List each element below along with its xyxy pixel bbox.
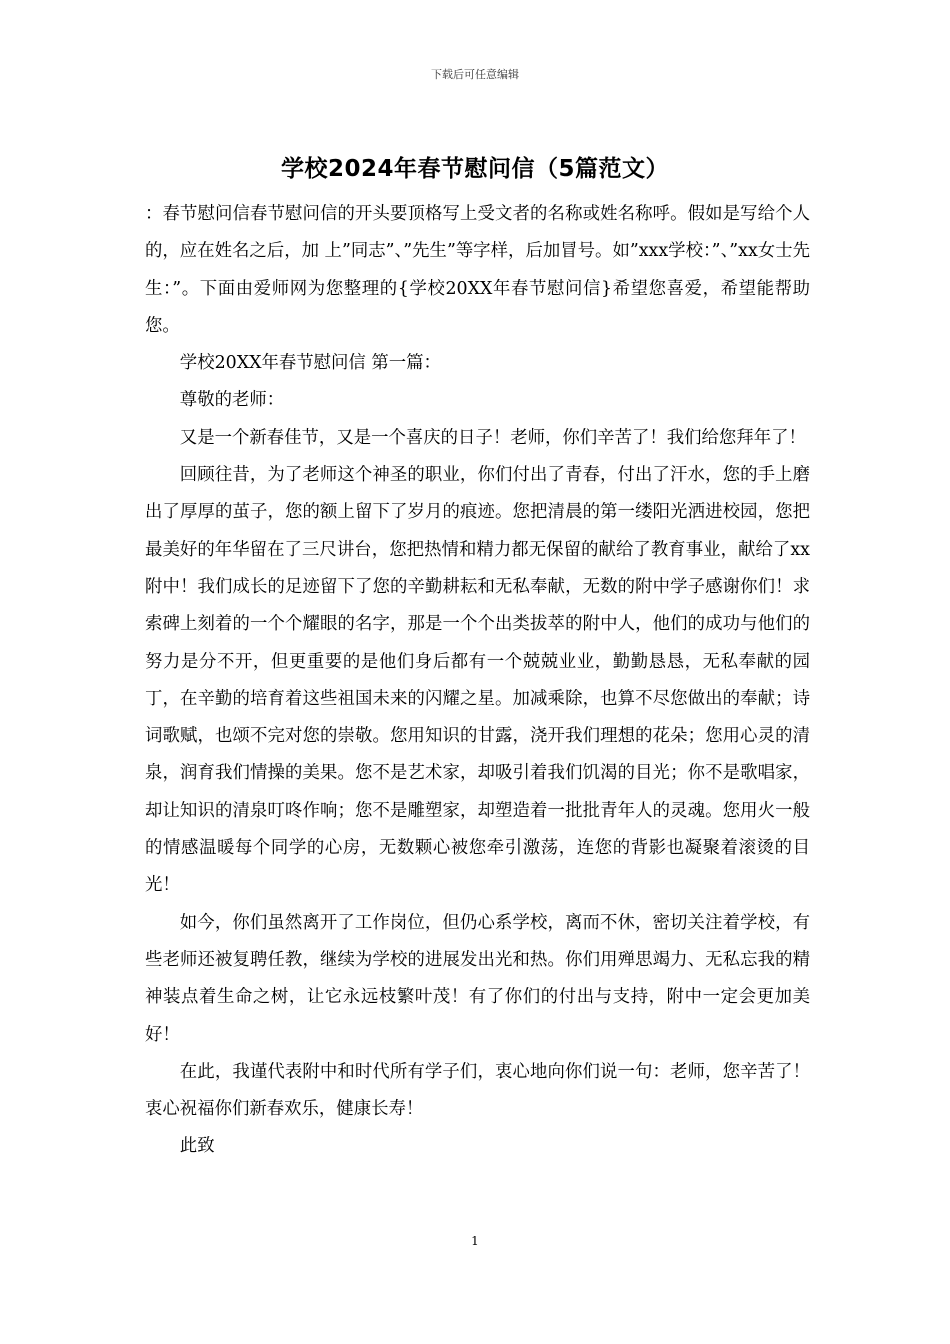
document-title: 学校2024年春节慰问信（5篇范文） [280,156,670,182]
body-paragraph: 在此，我谨代表附中和时代所有学子们，衷心地向你们说一句：老师，您辛苦了！衷心祝福你们新春欢乐，健康长寿！ [145,1061,810,1120]
page-number: 1 [471,1234,479,1248]
salutation: 尊敬的老师： [179,390,285,411]
intro-paragraph: ：春节慰问信春节慰问信的开头要顶格写上受文者的名称或姓名称呼。假如是写给个人的，应在姓名之后，加 上”同志”、”先生”等字样，后加冒号。如”xxx学校：”、”xx女士先生：”。下面由爱师网为您整理的{学校20XX年春节慰问信}希望您喜爱，希望能帮助您。 [145,204,810,336]
body-paragraph: 回顾往昔，为了老师这个神圣的职业，你们付出了青春，付出了汗水，您的手上磨出了厚厚的茧子，您的额上留下了岁月的痕迹。您把清晨的第一缕阳光洒进校园，您把最美好的年华留在了三尺讲台，您把热情和精力都无保留的献给了教育事业，献给了xx附中！我们成长的足迹留下了您的辛勤耕耘和无私奉献，无数的附中学子感谢你们！求索碑上刻着的一个个耀眼的名字，那是一个个出类拔萃的附中人，他们的成功与他们的努力是分不开，但更重要的是他们身后都有一个兢兢业业，勤勤恳恳，无私奉献的园丁，在辛勤的培育着这些祖国未来的闪耀之星。加减乘除，也算不尽您做出的奉献；诗词歌赋，也颂不完对您的崇敬。您用知识的甘露，浇开我们理想的花朵；您用心灵的清泉，润育我们情操的美果。您不是艺术家，却吸引着我们饥渴的目光；你不是歌唱家，却让知识的清泉叮咚作响；您不是雕塑家，却塑造着一批批青年人的灵魂。您用火一般的情感温暖每个同学的心房，无数颗心被您牵引激荡，连您的背影也凝聚着滚烫的目光！ [145,465,810,896]
closing-line: 此致 [179,1136,215,1157]
document-body [145,196,810,1166]
header-note: 下载后可任意编辑 [431,68,519,81]
section-heading: 学校20XX年春节慰问信 第一篇： [179,353,441,374]
body-paragraph: 如今，你们虽然离开了工作岗位，但仍心系学校，离而不休，密切关注着学校，有些老师还被复聘任教，继续为学校的进展发出光和热。你们用殚思竭力、无私忘我的精神装点着生命之树，让它永远枝繁叶茂！有了你们的付出与支持，附中一定会更加美好！ [145,912,810,1045]
body-paragraph: 又是一个新春佳节，又是一个喜庆的日子！老师，你们辛苦了！我们给您拜年了！ [179,427,806,448]
